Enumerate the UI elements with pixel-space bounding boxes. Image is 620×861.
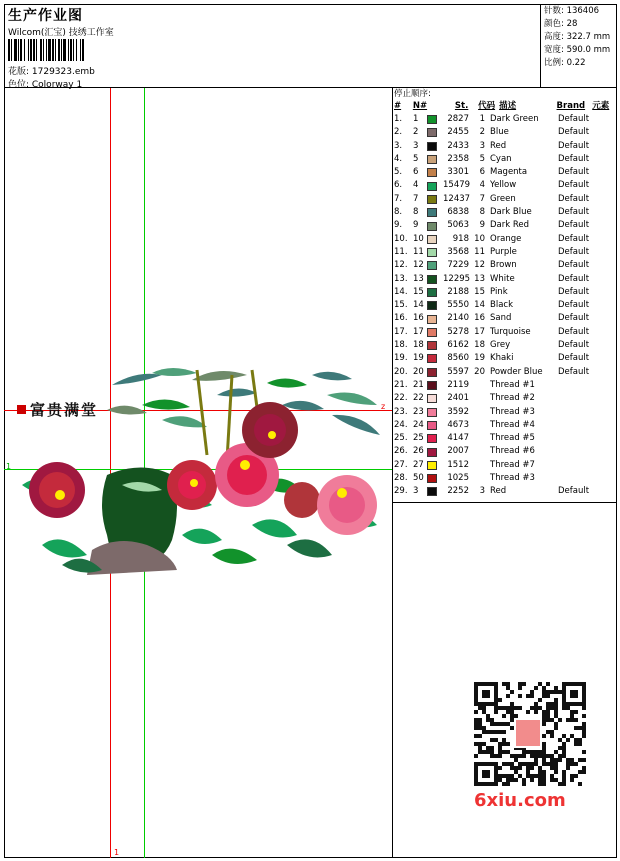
page-title: 生产作业图 [8, 8, 83, 24]
row-stop: 2. [394, 127, 403, 138]
row-color-cell [427, 222, 443, 231]
row-color-cell [427, 248, 443, 257]
row-needle: 15 [413, 286, 424, 297]
row-stop: 8. [394, 207, 403, 218]
row-stop: 28. [394, 473, 408, 484]
row-code: 17 [474, 326, 485, 337]
row-needle: 6 [413, 167, 419, 178]
row-needle: 18 [413, 340, 424, 351]
row-color-cell [427, 195, 443, 204]
row-brand: Default [558, 273, 590, 284]
row-code: 18 [474, 340, 485, 351]
row-color-cell [427, 448, 443, 457]
header [4, 4, 617, 88]
table-row [394, 419, 616, 432]
row-stitches: 5278 [447, 326, 469, 337]
row-stitches: 15479 [443, 180, 471, 191]
row-color-cell [427, 434, 443, 443]
thread-color-swatch [427, 115, 437, 124]
table-row [394, 233, 616, 246]
row-stitches: 6838 [447, 207, 469, 218]
row-desc: Dark Green [490, 114, 539, 124]
guide-marker-z: z [381, 402, 386, 411]
thread-color-swatch [427, 461, 437, 470]
design-width: 宽度: 590.0 mm [544, 45, 611, 55]
row-needle: 22 [413, 393, 424, 404]
row-needle: 10 [413, 233, 424, 244]
table-row [394, 193, 616, 206]
row-code: 11 [474, 246, 485, 257]
row-desc: Brown [490, 260, 517, 271]
table-row [394, 273, 616, 286]
row-needle: 3 [413, 486, 419, 497]
table-row [394, 126, 616, 139]
row-stitches: 3592 [447, 406, 469, 417]
row-stitches: 12295 [443, 273, 471, 284]
row-color-cell [427, 461, 443, 470]
stop-sequence-table [394, 89, 616, 499]
row-brand: Default [558, 486, 590, 497]
thread-color-swatch [427, 248, 437, 257]
row-brand: Default [558, 326, 590, 337]
row-needle: 4 [413, 180, 419, 191]
thread-color-swatch [427, 487, 437, 496]
row-color-cell [427, 155, 443, 164]
row-desc: Red [490, 140, 507, 151]
row-stitches: 5597 [447, 366, 469, 377]
row-code: 13 [474, 273, 485, 284]
thread-color-swatch [427, 275, 437, 284]
row-stop: 25. [394, 433, 408, 444]
thread-color-swatch [427, 288, 437, 297]
row-stop: 26. [394, 446, 408, 457]
row-stop: 12. [394, 260, 408, 271]
row-desc: Yellow [490, 180, 517, 191]
row-color-cell [427, 381, 443, 390]
table-row [394, 366, 616, 379]
row-needle: 17 [413, 326, 424, 337]
row-color-cell [427, 261, 443, 270]
table-row [394, 485, 616, 498]
row-stop: 13. [394, 273, 408, 284]
row-needle: 16 [413, 313, 424, 324]
barcode [8, 39, 148, 61]
row-color-cell [427, 341, 443, 350]
row-desc: Green [490, 193, 516, 204]
row-needle: 9 [413, 220, 419, 231]
row-stop: 9. [394, 220, 403, 231]
row-stop: 20. [394, 366, 408, 377]
row-color-cell [427, 168, 443, 177]
qr-code-image [470, 680, 586, 790]
row-stop: 16. [394, 313, 408, 324]
row-desc: Sand [490, 313, 512, 324]
row-stitches: 2401 [447, 393, 469, 404]
thread-color-swatch [427, 381, 437, 390]
thread-color-swatch [427, 222, 437, 231]
row-stitches: 2252 [447, 486, 469, 497]
row-stop: 17. [394, 326, 408, 337]
row-desc: Red [490, 486, 507, 497]
thread-color-swatch [427, 128, 437, 137]
row-stitches: 2007 [447, 446, 469, 457]
row-stitches: 1512 [447, 459, 469, 470]
thread-color-swatch [427, 142, 437, 151]
table-row [394, 472, 616, 485]
row-needle: 24 [413, 419, 424, 430]
table-row [394, 392, 616, 405]
row-code: 7 [479, 193, 485, 204]
row-stitches: 2140 [447, 313, 469, 324]
row-brand: Default [558, 127, 590, 138]
row-code: 4 [479, 180, 485, 191]
table-row [394, 312, 616, 325]
row-needle: 19 [413, 353, 424, 364]
table-row [394, 299, 616, 312]
row-desc: Thread #7 [490, 459, 535, 470]
row-desc: Thread #3 [490, 473, 535, 484]
col-brand: Brand [556, 101, 586, 111]
row-code: 1 [479, 114, 485, 124]
row-desc: Thread #3 [490, 406, 535, 417]
row-needle: 12 [413, 260, 424, 271]
embroidery-design-preview [12, 365, 392, 585]
table-row [394, 445, 616, 458]
row-desc: Thread #5 [490, 433, 535, 444]
row-code: 16 [474, 313, 485, 324]
row-code: 12 [474, 260, 485, 271]
row-stitches: 6162 [447, 340, 469, 351]
thread-color-swatch [427, 315, 437, 324]
row-needle: 11 [413, 246, 424, 257]
table-row [394, 352, 616, 365]
design-file-label: 花版: 1729323.emb [8, 67, 95, 77]
watermark-text: 6xiu.com [474, 790, 566, 811]
calligraphy-seal-mark [17, 405, 26, 414]
table-row [394, 286, 616, 299]
row-desc: Grey [490, 340, 511, 351]
guide-marker-bottom: 1 [114, 848, 120, 857]
row-stitches: 5063 [447, 220, 469, 231]
col-code: 代码 [478, 101, 496, 111]
row-desc: Thread #1 [490, 379, 535, 390]
row-brand: Default [558, 167, 590, 178]
thread-color-swatch [427, 235, 437, 244]
thread-color-swatch [427, 354, 437, 363]
row-code: 15 [474, 286, 485, 297]
row-stop: 27. [394, 459, 408, 470]
row-color-cell [427, 301, 443, 310]
row-brand: Default [558, 153, 590, 164]
row-stop: 23. [394, 406, 408, 417]
row-needle: 26 [413, 446, 424, 457]
table-row [394, 432, 616, 445]
row-stitches: 1025 [447, 473, 469, 484]
row-needle: 13 [413, 273, 424, 284]
table-row [394, 219, 616, 232]
table-row [394, 259, 616, 272]
row-needle: 21 [413, 379, 424, 390]
row-brand: Default [558, 220, 590, 231]
row-stop: 21. [394, 379, 408, 390]
row-code: 20 [474, 366, 485, 377]
design-scale: 比例: 0.22 [544, 58, 586, 68]
row-brand: Default [558, 114, 590, 124]
col-needle: N# [412, 101, 428, 111]
table-row [394, 406, 616, 419]
row-brand: Default [558, 366, 590, 377]
row-color-cell [427, 128, 443, 137]
row-stitches: 2455 [447, 127, 469, 138]
col-stop: # [394, 101, 402, 111]
row-brand: Default [558, 233, 590, 244]
design-stats [540, 4, 617, 87]
row-stitches: 2119 [447, 379, 469, 390]
row-stitches: 12437 [443, 193, 471, 204]
calligraphy-text: 富贵满堂 [30, 401, 99, 419]
row-brand: Default [558, 140, 590, 151]
row-color-cell [427, 328, 443, 337]
row-needle: 8 [413, 207, 419, 218]
row-desc: Turquoise [490, 326, 531, 337]
thread-color-swatch [427, 182, 437, 191]
thread-color-swatch [427, 421, 437, 430]
row-desc: Blue [490, 127, 509, 138]
row-needle: 7 [413, 193, 419, 204]
row-needle: 2 [413, 127, 419, 138]
row-stitches: 918 [452, 233, 469, 244]
row-needle: 27 [413, 459, 424, 470]
row-brand: Default [558, 207, 590, 218]
thread-color-swatch [427, 208, 437, 217]
row-stop: 7. [394, 193, 403, 204]
row-needle: 14 [413, 300, 424, 311]
row-color-cell [427, 208, 443, 217]
row-stop: 14. [394, 286, 408, 297]
row-stop: 22. [394, 393, 408, 404]
row-stop: 5. [394, 167, 403, 178]
row-color-cell [427, 315, 443, 324]
row-desc: Purple [490, 246, 517, 257]
row-stitches: 3301 [447, 167, 469, 178]
row-color-cell [427, 474, 443, 483]
row-stitches: 7229 [447, 260, 469, 271]
design-height: 高度: 322.7 mm [544, 32, 611, 42]
row-color-cell [427, 182, 443, 191]
table-row [394, 459, 616, 472]
thread-color-swatch [427, 261, 437, 270]
row-stop: 6. [394, 180, 403, 191]
row-stitches: 2827 [447, 114, 469, 124]
table-caption: 停止顺序: [394, 89, 431, 99]
row-stop: 19. [394, 353, 408, 364]
thread-color-swatch [427, 168, 437, 177]
row-needle: 50 [413, 473, 424, 484]
row-code: 3 [479, 140, 485, 151]
row-desc: Black [490, 300, 513, 311]
table-row [394, 339, 616, 352]
row-brand: Default [558, 353, 590, 364]
row-stitches: 2433 [447, 140, 469, 151]
row-desc: White [490, 273, 515, 284]
row-desc: Powder Blue [490, 366, 543, 377]
row-brand: Default [558, 286, 590, 297]
row-code: 9 [479, 220, 485, 231]
row-stitches: 4673 [447, 419, 469, 430]
row-code: 19 [474, 353, 485, 364]
col-element: 元素 [592, 101, 610, 111]
table-header [394, 100, 616, 113]
thread-color-swatch [427, 301, 437, 310]
row-stitches: 8560 [447, 353, 469, 364]
row-brand: Default [558, 246, 590, 257]
row-stop: 1. [394, 114, 403, 124]
row-stitches: 2188 [447, 286, 469, 297]
thread-color-swatch [427, 474, 437, 483]
row-brand: Default [558, 260, 590, 271]
row-code: 14 [474, 300, 485, 311]
color-count: 颜色: 28 [544, 19, 578, 29]
studio-name: Wilcom(汇宝) 技绣工作室 [8, 28, 114, 38]
table-bottom-divider [392, 502, 617, 503]
row-color-cell [427, 394, 443, 403]
row-color-cell [427, 368, 443, 377]
thread-color-swatch [427, 155, 437, 164]
row-stitches: 4147 [447, 433, 469, 444]
table-row [394, 326, 616, 339]
row-stop: 18. [394, 340, 408, 351]
row-desc: Thread #2 [490, 393, 535, 404]
thread-color-swatch [427, 368, 437, 377]
thread-color-swatch [427, 328, 437, 337]
row-brand: Default [558, 313, 590, 324]
row-color-cell [427, 354, 443, 363]
row-needle: 25 [413, 433, 424, 444]
row-color-cell [427, 421, 443, 430]
row-code: 8 [479, 207, 485, 218]
thread-color-swatch [427, 394, 437, 403]
row-code: 10 [474, 233, 485, 244]
row-stop: 11. [394, 246, 408, 257]
colorway-label: 色位: Colorway 1 [8, 80, 83, 90]
row-stitches: 3568 [447, 246, 469, 257]
table-row [394, 153, 616, 166]
row-stop: 24. [394, 419, 408, 430]
thread-color-swatch [427, 448, 437, 457]
row-desc: Orange [490, 233, 522, 244]
row-code: 3 [479, 486, 485, 497]
row-stop: 10. [394, 233, 408, 244]
row-needle: 1 [413, 114, 419, 124]
row-needle: 3 [413, 140, 419, 151]
row-desc: Magenta [490, 167, 528, 178]
row-stop: 4. [394, 153, 403, 164]
table-row [394, 166, 616, 179]
row-stitches: 2358 [447, 153, 469, 164]
row-color-cell [427, 115, 443, 124]
thread-color-swatch [427, 341, 437, 350]
row-needle: 23 [413, 406, 424, 417]
row-color-cell [427, 408, 443, 417]
row-color-cell [427, 275, 443, 284]
row-desc: Khaki [490, 353, 514, 364]
row-brand: Default [558, 180, 590, 191]
row-color-cell [427, 288, 443, 297]
row-desc: Thread #6 [490, 446, 535, 457]
col-desc: 描述 [499, 101, 517, 111]
row-stop: 3. [394, 140, 403, 151]
row-color-cell [427, 142, 443, 151]
row-color-cell [427, 235, 443, 244]
row-color-cell [427, 487, 443, 496]
row-needle: 20 [413, 366, 424, 377]
row-desc: Dark Blue [490, 207, 532, 218]
row-desc: Dark Red [490, 220, 530, 231]
table-row [394, 113, 616, 126]
row-code: 5 [479, 153, 485, 164]
row-desc: Thread #4 [490, 419, 535, 430]
table-row [394, 206, 616, 219]
row-stop: 15. [394, 300, 408, 311]
thread-color-swatch [427, 195, 437, 204]
row-code: 2 [479, 127, 485, 138]
table-row [394, 179, 616, 192]
row-stop: 29. [394, 486, 408, 497]
column-divider [392, 88, 393, 858]
thread-color-swatch [427, 408, 437, 417]
row-brand: Default [558, 300, 590, 311]
guide-marker-1: 1 [6, 462, 12, 471]
col-stitches: St. [454, 101, 469, 111]
row-brand: Default [558, 340, 590, 351]
row-brand: Default [558, 193, 590, 204]
stitch-count: 针数: 136406 [544, 6, 600, 16]
table-row [394, 246, 616, 259]
thread-color-swatch [427, 434, 437, 443]
table-body [394, 113, 616, 499]
table-row [394, 140, 616, 153]
row-code: 6 [479, 167, 485, 178]
row-needle: 5 [413, 153, 419, 164]
table-row [394, 379, 616, 392]
row-desc: Pink [490, 286, 508, 297]
row-desc: Cyan [490, 153, 512, 164]
row-stitches: 5550 [447, 300, 469, 311]
